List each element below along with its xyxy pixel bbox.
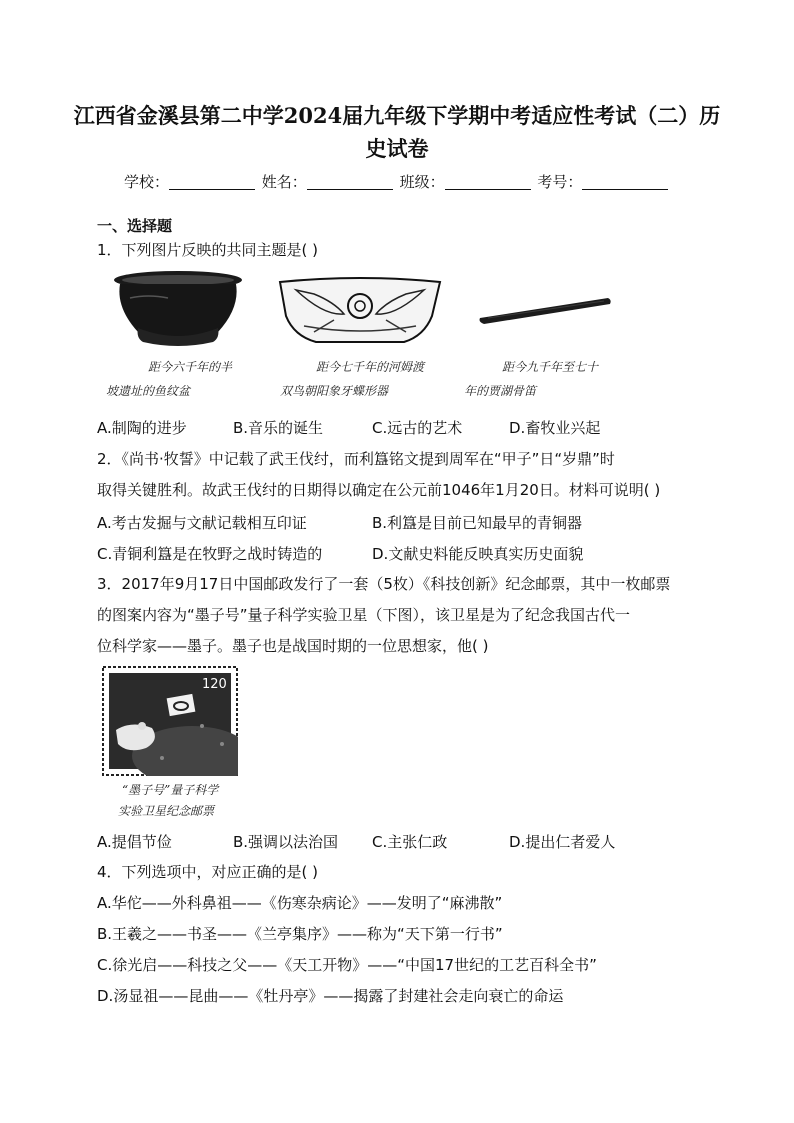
q1-stem: 1．下列图片反映的共同主题是( ) [97, 241, 319, 259]
q2-option-b[interactable]: B.利簋是目前已知最早的青铜器 [372, 514, 583, 532]
name-blank[interactable] [307, 174, 393, 190]
school-label: 学校： [124, 173, 170, 191]
q1-option-b[interactable]: B.音乐的诞生 [233, 419, 324, 437]
name-label: 姓名： [261, 173, 307, 191]
exam-title-line1: 江西省金溪县第二中学2024届九年级下学期中考适应性考试（二）历 [73, 103, 721, 128]
q1-option-d[interactable]: D.畜牧业兴起 [509, 419, 601, 437]
img1-caption-line2: 坡遗址的鱼纹盆 [106, 384, 191, 398]
stamp-caption-line2: 实验卫星纪念邮票 [118, 804, 215, 818]
img2-caption-line1: 距今七千年的河姆渡 [316, 360, 425, 374]
stamp-caption-line1: “墨子号”量子科学 [122, 783, 219, 797]
q2-stem-line2: 取得关键胜利。故武王伐纣的日期得以确定在公元前1046年1月20日。材料可说明( ) [97, 481, 661, 499]
student-info-row [124, 171, 670, 192]
q3-option-b[interactable]: B.强调以法治国 [233, 833, 339, 851]
img3-caption-line2: 年的贾湖骨笛 [464, 384, 537, 398]
section-title: 一、选择题 [97, 217, 173, 235]
ivory-butterfly-image [274, 276, 446, 348]
q3-stem-line2: 的图案内容为“墨子号”量子科学实验卫星（下图），该卫星是为了纪念我国古代一 [97, 606, 631, 624]
q1-option-c[interactable]: C.远古的艺术 [372, 419, 463, 437]
q4-option-a[interactable]: A.华佗——外科鼻祖——《伤寒杂病论》——发明了“麻沸散” [97, 894, 503, 912]
q4-option-c[interactable]: C.徐光启——科技之父——《天工开物》——“中国17世纪的工艺百科全书” [97, 956, 597, 974]
q2-stem-line1: 2．《尚书·牧誓》中记载了武王伐纣，而利簋铭文提到周军在“甲子”日“岁鼎”时 [97, 450, 615, 468]
img2-caption-line2: 双鸟朝阳象牙蝶形器 [280, 384, 389, 398]
q3-option-c[interactable]: C.主张仁政 [372, 833, 448, 851]
q3-option-d[interactable]: D.提出仁者爱人 [509, 833, 616, 851]
bone-flute-image [478, 292, 614, 328]
number-blank[interactable] [582, 174, 668, 190]
img3-caption-line1: 距今九千年至七十 [502, 360, 599, 374]
school-blank[interactable] [169, 174, 255, 190]
q1-option-a[interactable]: A.制陶的进步 [97, 419, 187, 437]
q3-stem-line1: 3．2017年9月17日中国邮政发行了一套（5枚）《科技创新》纪念邮票，其中一枚邮票 [97, 575, 671, 593]
q4-stem: 4．下列选项中，对应正确的是( ) [97, 863, 319, 881]
img1-caption-line1: 距今六千年的半 [148, 360, 233, 374]
pottery-basin-image [108, 268, 248, 350]
q3-option-a[interactable]: A.提倡节俭 [97, 833, 172, 851]
stamp-value: 120 [202, 677, 227, 692]
exam-title-line2: 史试卷 [365, 136, 429, 161]
q3-stem-line3: 位科学家——墨子。墨子也是战国时期的一位思想家，他( ) [97, 637, 489, 655]
q2-option-a[interactable]: A.考古发掘与文献记载相互印证 [97, 514, 307, 532]
stamp-image [102, 666, 238, 776]
class-label: 班级： [399, 173, 445, 191]
q2-option-d[interactable]: D.文献史料能反映真实历史面貌 [372, 545, 584, 563]
q4-option-d[interactable]: D.汤显祖——昆曲——《牡丹亭》——揭露了封建社会走向衰亡的命运 [97, 987, 564, 1005]
q2-option-c[interactable]: C.青铜利簋是在牧野之战时铸造的 [97, 545, 323, 563]
number-label: 考号： [537, 173, 583, 191]
class-blank[interactable] [445, 174, 531, 190]
q4-option-b[interactable]: B.王羲之——书圣——《兰亭集序》——称为“天下第一行书” [97, 925, 503, 943]
